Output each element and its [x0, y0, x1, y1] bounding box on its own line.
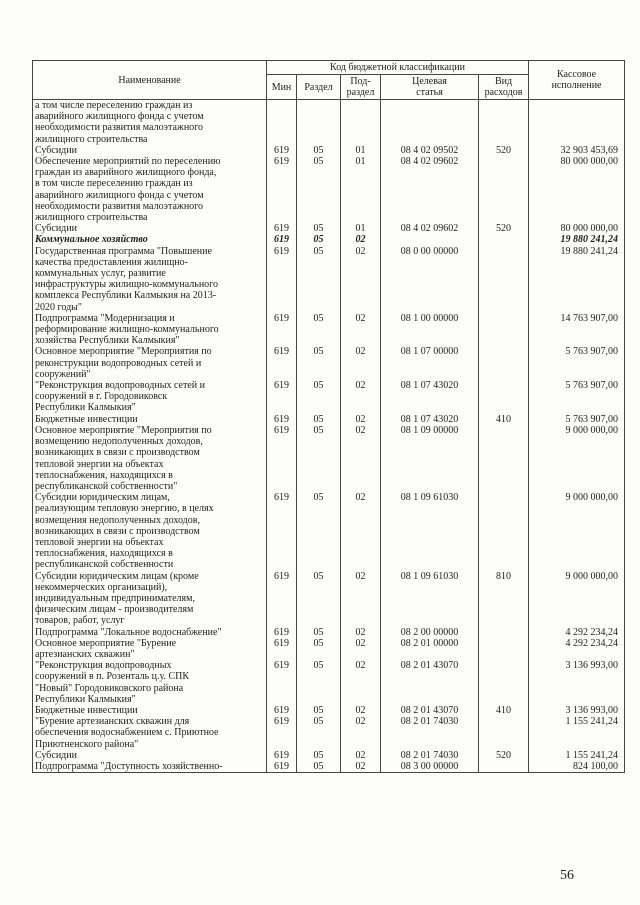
cell-celevaya: 08 2 01 74030	[381, 750, 479, 761]
cell-name: Субсидии юридическим лицам, реализующим тепловую энергию, в целях возмещения недополученных доходов, возникающих в связи с производством тепловой энергии на объектах теплоснабжения, находящихся в республиканской собственности	[33, 492, 267, 570]
cell-summa	[529, 100, 625, 145]
cell-razdel: 05	[297, 414, 341, 425]
cell-podrazdel: 02	[341, 313, 381, 347]
cell-podrazdel: 01	[341, 145, 381, 156]
cell-podrazdel: 01	[341, 223, 381, 234]
cell-min: 619	[267, 346, 297, 380]
cell-name: Обеспечение мероприятий по переселению граждан из аварийного жилищного фонда, в том числе переселению граждан из аварийного жилищного фонда с учетом необходимости развития малоэтажного жилищного строительства	[33, 156, 267, 223]
table-row	[33, 346, 625, 380]
cell-celevaya: 08 4 02 09602	[381, 156, 479, 223]
cell-vid	[479, 246, 529, 313]
cell-min: 619	[267, 246, 297, 313]
table-row	[33, 716, 625, 750]
cell-min: 619	[267, 716, 297, 750]
cell-vid: 410	[479, 414, 529, 425]
cell-name: "Реконструкция водопроводных сетей и сооружений в г. Городовиковск Республики Калмыкия"	[33, 380, 267, 414]
cell-summa: 5 763 907,00	[529, 380, 625, 414]
cell-name: Основное мероприятие "Бурение артезианских скважин"	[33, 638, 267, 660]
cell-razdel: 05	[297, 346, 341, 380]
cell-podrazdel: 02	[341, 246, 381, 313]
cell-name: Подпрограмма "Локальное водоснабжение"	[33, 627, 267, 638]
cell-podrazdel: 02	[341, 705, 381, 716]
header-celevaya: Целевая статья	[381, 75, 479, 100]
cell-vid	[479, 346, 529, 380]
header-row-1	[33, 61, 625, 75]
table-row	[33, 246, 625, 313]
cell-summa: 80 000 000,00	[529, 156, 625, 223]
table-row	[33, 492, 625, 570]
cell-summa: 9 000 000,00	[529, 425, 625, 492]
cell-min: 619	[267, 750, 297, 761]
cell-podrazdel: 02	[341, 234, 381, 245]
cell-razdel: 05	[297, 571, 341, 627]
cell-name: а том числе переселению граждан из аварийного жилищного фонда с учетом необходимости развития малоэтажного жилищного строительства	[33, 100, 267, 145]
cell-celevaya: 08 2 01 00000	[381, 638, 479, 660]
cell-podrazdel	[341, 100, 381, 145]
cell-min: 619	[267, 234, 297, 245]
budget-table	[32, 60, 625, 773]
header-razdel: Раздел	[297, 75, 341, 100]
cell-name: Субсидии	[33, 223, 267, 234]
cell-name: Основное мероприятие "Мероприятия по реконструкции водопроводных сетей и сооружений"	[33, 346, 267, 380]
cell-min: 619	[267, 660, 297, 705]
cell-min: 619	[267, 425, 297, 492]
cell-summa: 4 292 234,24	[529, 638, 625, 660]
cell-vid	[479, 100, 529, 145]
cell-razdel: 05	[297, 638, 341, 660]
cell-celevaya: 08 2 00 00000	[381, 627, 479, 638]
table-row	[33, 425, 625, 492]
header-vid: Вид расходов	[479, 75, 529, 100]
cell-celevaya: 08 0 00 00000	[381, 246, 479, 313]
cell-summa: 1 155 241,24	[529, 750, 625, 761]
cell-podrazdel: 02	[341, 380, 381, 414]
cell-vid	[479, 492, 529, 570]
cell-podrazdel: 02	[341, 660, 381, 705]
cell-summa: 4 292 234,24	[529, 627, 625, 638]
cell-razdel: 05	[297, 145, 341, 156]
cell-vid: 520	[479, 750, 529, 761]
cell-min: 619	[267, 156, 297, 223]
cell-summa: 9 000 000,00	[529, 492, 625, 570]
cell-razdel: 05	[297, 705, 341, 716]
cell-summa: 824 100,00	[529, 761, 625, 773]
cell-celevaya: 08 4 02 09602	[381, 223, 479, 234]
header-kassovoe: Кассовое исполнение	[529, 61, 625, 100]
cell-min	[267, 100, 297, 145]
header-min: Мин	[267, 75, 297, 100]
cell-razdel	[297, 100, 341, 145]
table-row	[33, 705, 625, 716]
cell-summa: 19 880 241,24	[529, 234, 625, 245]
cell-celevaya	[381, 234, 479, 245]
cell-razdel: 05	[297, 246, 341, 313]
table-row	[33, 627, 625, 638]
cell-razdel: 05	[297, 716, 341, 750]
cell-celevaya: 08 2 01 74030	[381, 716, 479, 750]
cell-min: 619	[267, 380, 297, 414]
cell-razdel: 05	[297, 627, 341, 638]
table-row	[33, 145, 625, 156]
cell-name: "Бурение артезианских скважин для обеспечения водоснабжением с. Приютное Приютненского района"	[33, 716, 267, 750]
table-row	[33, 223, 625, 234]
cell-celevaya: 08 2 01 43070	[381, 705, 479, 716]
cell-podrazdel: 02	[341, 346, 381, 380]
cell-name: Коммунальное хозяйство	[33, 234, 267, 245]
cell-vid	[479, 380, 529, 414]
cell-vid	[479, 627, 529, 638]
cell-summa: 80 000 000,00	[529, 223, 625, 234]
cell-summa: 3 136 993,00	[529, 705, 625, 716]
cell-summa: 32 903 453,69	[529, 145, 625, 156]
cell-summa: 5 763 907,00	[529, 414, 625, 425]
cell-name: Субсидии юридическим лицам (кроме некоммерческих организаций), индивидуальным предпринимателям, физическим лицам - производителям товаров, работ, услуг	[33, 571, 267, 627]
cell-summa: 9 000 000,00	[529, 571, 625, 627]
cell-min: 619	[267, 145, 297, 156]
cell-celevaya: 08 1 09 61030	[381, 571, 479, 627]
cell-podrazdel: 02	[341, 414, 381, 425]
cell-celevaya: 08 1 00 00000	[381, 313, 479, 347]
table-row	[33, 156, 625, 223]
cell-razdel: 05	[297, 156, 341, 223]
cell-podrazdel: 02	[341, 425, 381, 492]
cell-celevaya: 08 1 07 43020	[381, 414, 479, 425]
table-body	[33, 100, 625, 773]
cell-razdel: 05	[297, 761, 341, 773]
cell-summa: 14 763 907,00	[529, 313, 625, 347]
cell-razdel: 05	[297, 425, 341, 492]
cell-podrazdel: 02	[341, 627, 381, 638]
cell-vid: 520	[479, 223, 529, 234]
table-row	[33, 638, 625, 660]
cell-celevaya: 08 1 07 00000	[381, 346, 479, 380]
header-podrazdel: Под- раздел	[341, 75, 381, 100]
cell-celevaya: 08 1 07 43020	[381, 380, 479, 414]
cell-vid	[479, 761, 529, 773]
header-code-group: Код бюджетной классификации	[267, 61, 529, 75]
cell-min: 619	[267, 313, 297, 347]
table-row	[33, 100, 625, 145]
cell-min: 619	[267, 414, 297, 425]
cell-celevaya: 08 2 01 43070	[381, 660, 479, 705]
cell-vid	[479, 313, 529, 347]
cell-vid	[479, 425, 529, 492]
cell-name: Бюджетные инвестиции	[33, 705, 267, 716]
cell-name: Государственная программа "Повышение качества предоставления жилищно- коммунальных услуг, развитие инфраструктуры жилищно-коммунального комплекса Республики Калмыкия на 2013- 2020 годы"	[33, 246, 267, 313]
cell-razdel: 05	[297, 313, 341, 347]
cell-vid: 410	[479, 705, 529, 716]
cell-podrazdel: 01	[341, 156, 381, 223]
cell-summa: 1 155 241,24	[529, 716, 625, 750]
cell-vid	[479, 716, 529, 750]
cell-name: Субсидии	[33, 750, 267, 761]
cell-min: 619	[267, 492, 297, 570]
cell-razdel: 05	[297, 380, 341, 414]
cell-min: 619	[267, 638, 297, 660]
cell-podrazdel: 02	[341, 571, 381, 627]
cell-vid	[479, 234, 529, 245]
cell-razdel: 05	[297, 223, 341, 234]
table-row	[33, 313, 625, 347]
table-row	[33, 234, 625, 245]
cell-name: Подпрограмма "Доступность хозяйственно-	[33, 761, 267, 773]
cell-min: 619	[267, 761, 297, 773]
cell-min: 619	[267, 627, 297, 638]
cell-celevaya	[381, 100, 479, 145]
table-row	[33, 571, 625, 627]
cell-min: 619	[267, 571, 297, 627]
cell-name: Бюджетные инвестиции	[33, 414, 267, 425]
cell-celevaya: 08 4 02 09502	[381, 145, 479, 156]
cell-summa: 5 763 907,00	[529, 346, 625, 380]
cell-vid: 810	[479, 571, 529, 627]
cell-razdel: 05	[297, 234, 341, 245]
cell-name: Основное мероприятие "Мероприятия по возмещению недополученных доходов, возникающих в связи с производством тепловой энергии на объектах теплоснабжения, находящихся в республиканской собственности"	[33, 425, 267, 492]
table-row	[33, 750, 625, 761]
table-row	[33, 414, 625, 425]
cell-razdel: 05	[297, 492, 341, 570]
cell-podrazdel: 02	[341, 638, 381, 660]
cell-min: 619	[267, 223, 297, 234]
cell-podrazdel: 02	[341, 750, 381, 761]
cell-min: 619	[267, 705, 297, 716]
cell-celevaya: 08 1 09 61030	[381, 492, 479, 570]
cell-razdel: 05	[297, 660, 341, 705]
cell-name: Подпрограмма "Модернизация и реформирование жилищно-коммунального хозяйства Республики Калмыкия"	[33, 313, 267, 347]
header-name: Наименование	[33, 61, 267, 100]
table-row	[33, 380, 625, 414]
cell-razdel: 05	[297, 750, 341, 761]
cell-podrazdel: 02	[341, 716, 381, 750]
cell-podrazdel: 02	[341, 492, 381, 570]
cell-vid: 520	[479, 145, 529, 156]
cell-summa: 19 880 241,24	[529, 246, 625, 313]
cell-celevaya: 08 3 00 00000	[381, 761, 479, 773]
cell-name: "Реконструкция водопроводных сооружений в п. Розенталь ц.у. СПК "Новый" Городовиковского района Республики Калмыкия"	[33, 660, 267, 705]
cell-podrazdel: 02	[341, 761, 381, 773]
cell-vid	[479, 156, 529, 223]
table-row	[33, 660, 625, 705]
table-row	[33, 761, 625, 773]
cell-summa: 3 136 993,00	[529, 660, 625, 705]
page-number: 56	[560, 868, 574, 883]
cell-name: Субсидии	[33, 145, 267, 156]
cell-vid	[479, 638, 529, 660]
cell-celevaya: 08 1 09 00000	[381, 425, 479, 492]
cell-vid	[479, 660, 529, 705]
